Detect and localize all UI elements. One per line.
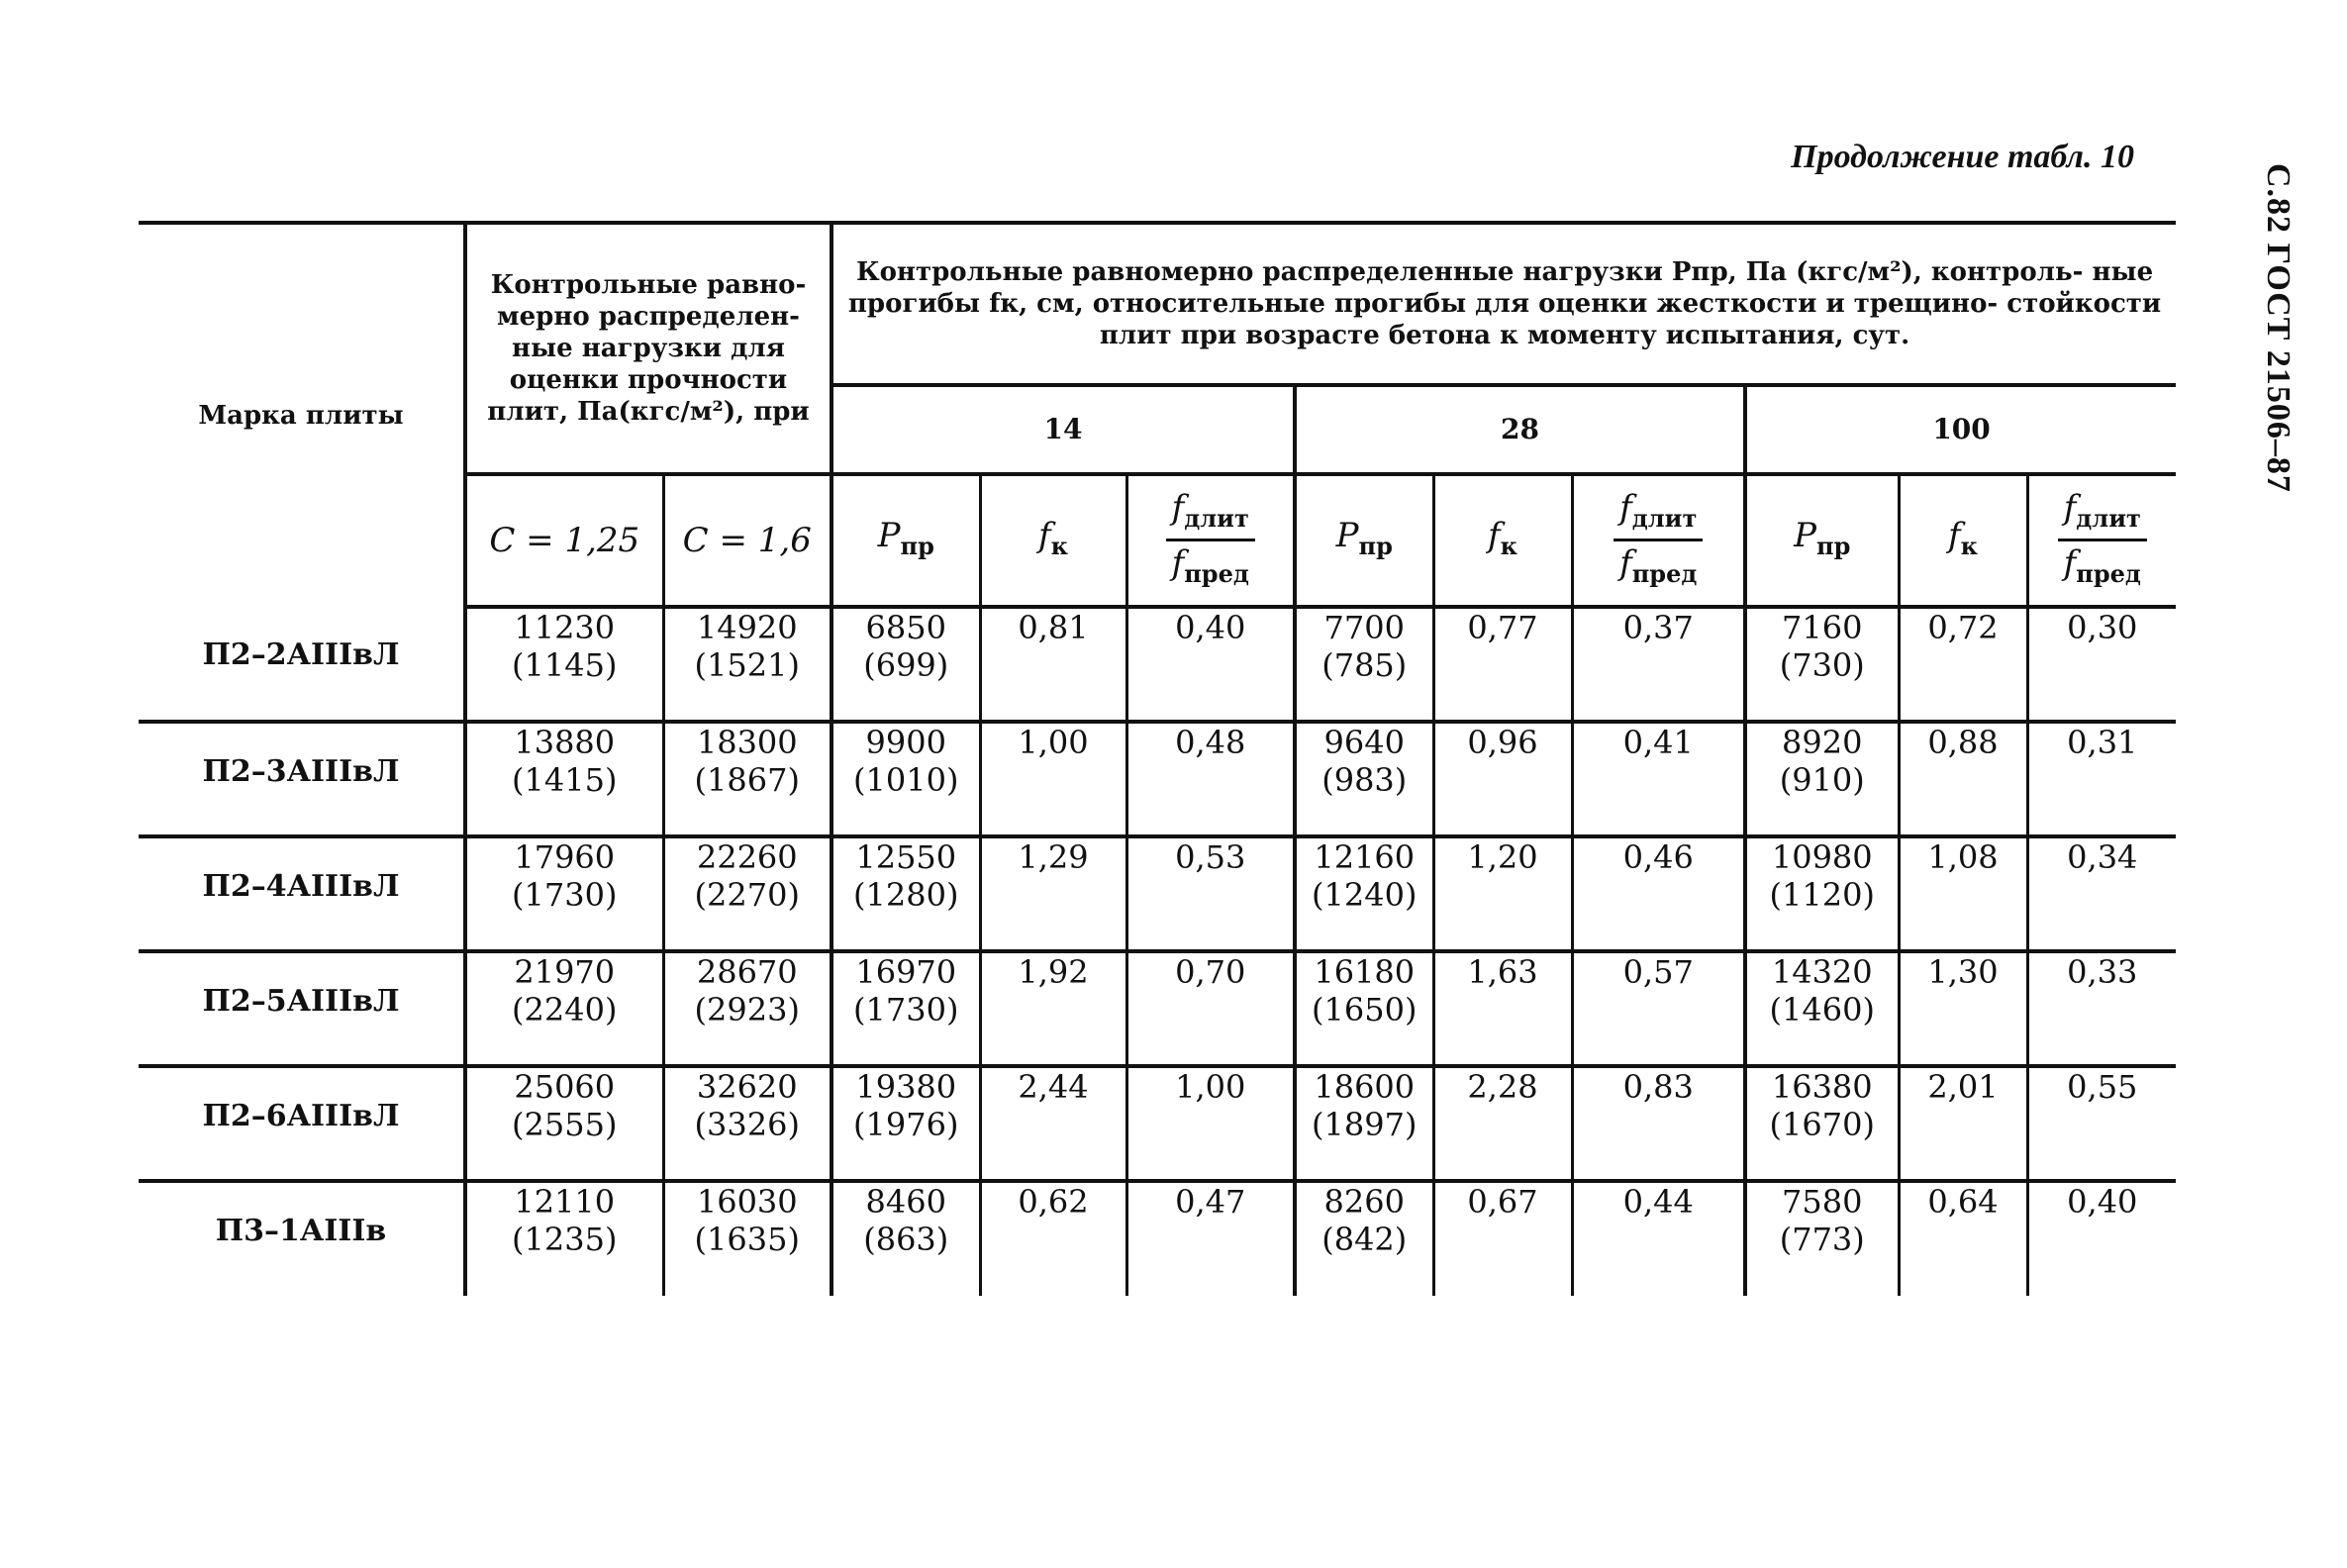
mark-value: П3–1АIIIв: [215, 1214, 387, 1248]
f-subscript: к: [1050, 531, 1068, 560]
load-value-kgf: (1235): [512, 1221, 618, 1258]
load-value-kgf: (1670): [1769, 1106, 1875, 1143]
load-value-kgf: (2923): [694, 991, 800, 1029]
ratio-value: 0,44: [1622, 1183, 1694, 1221]
load-table: [139, 221, 2176, 1296]
ratio-value: 0,40: [1175, 609, 1246, 646]
load-value: 13880: [514, 724, 616, 761]
load-value: 7700: [1323, 609, 1405, 646]
ratio-value: 0,48: [1175, 724, 1246, 761]
cell-p100: [1745, 951, 1899, 1066]
load-value: 14320: [1771, 953, 1873, 991]
load-value-kgf: (1460): [1769, 991, 1875, 1029]
cell-r14: [1126, 607, 1295, 722]
cell-p28: [1295, 1066, 1433, 1181]
cell-p100: [1745, 1181, 1899, 1296]
cell-r14: [1126, 1066, 1295, 1181]
load-value: 7580: [1782, 1183, 1863, 1221]
load-value: 16380: [1771, 1068, 1873, 1106]
deflection-value: 0,62: [1018, 1183, 1089, 1221]
cell-r28: [1572, 836, 1745, 951]
header-p-14: [831, 474, 980, 607]
deflection-value: 0,88: [1927, 724, 1999, 761]
deflection-value: 1,63: [1467, 953, 1538, 991]
load-value-kgf: (2240): [512, 991, 618, 1029]
load-value: 9640: [1323, 724, 1405, 761]
cell-p14: [831, 951, 980, 1066]
cell-r100: [2027, 1181, 2176, 1296]
load-value: 12110: [514, 1183, 616, 1221]
cell-f14: [980, 836, 1126, 951]
deflection-value: 1,30: [1927, 953, 1999, 991]
cell-c16: [663, 722, 831, 836]
header-p-100: [1745, 474, 1899, 607]
cell-r28: [1572, 951, 1745, 1066]
cell-p100: [1745, 836, 1899, 951]
cell-r28: [1572, 722, 1745, 836]
load-value-kgf: (785): [1321, 646, 1408, 684]
load-value: 22260: [696, 838, 798, 876]
load-value-kgf: (1897): [1312, 1106, 1418, 1143]
mark-value: П2–2АIIIвЛ: [202, 637, 400, 672]
cell-f100: [1899, 1066, 2027, 1181]
table-row: [139, 1181, 2176, 1296]
cell-r14: [1126, 1181, 1295, 1296]
deflection-value: 1,00: [1018, 724, 1089, 761]
deflection-value: 0,72: [1927, 609, 1999, 646]
load-value-kgf: (1280): [853, 876, 959, 914]
load-value-kgf: (1867): [694, 761, 800, 799]
ratio-value: 0,83: [1622, 1068, 1694, 1106]
load-value-kgf: (3326): [694, 1106, 800, 1143]
table-row: [139, 951, 2176, 1066]
load-value: 28670: [696, 953, 798, 991]
header-c-125: C = 1,25: [465, 474, 663, 607]
table-row: [139, 836, 2176, 951]
load-value: 16970: [855, 953, 957, 991]
cell-f100: [1899, 722, 2027, 836]
cell-f14: [980, 1181, 1126, 1296]
cell-c16: [663, 836, 831, 951]
p-symbol: P: [1794, 515, 1817, 555]
cell-r14: [1126, 836, 1295, 951]
cell-c125: [465, 836, 663, 951]
ratio-value: 0,34: [2067, 838, 2138, 876]
cell-p28: [1295, 607, 1433, 722]
header-ratio-28: [1572, 474, 1745, 607]
cell-mark: [139, 836, 465, 951]
cell-c125: [465, 607, 663, 722]
load-value: 32620: [696, 1068, 798, 1106]
table-body: [139, 607, 2176, 1296]
cell-f28: [1433, 1066, 1572, 1181]
load-value: 6850: [865, 609, 946, 646]
load-value: 14920: [696, 609, 798, 646]
header-mark: Марка плиты: [139, 223, 465, 607]
cell-p14: [831, 1181, 980, 1296]
load-value-kgf: (1976): [853, 1106, 959, 1143]
cell-r100: [2027, 607, 2176, 722]
cell-p100: [1745, 722, 1899, 836]
header-age-14: 14: [831, 385, 1295, 474]
ratio-value: 0,57: [1622, 953, 1694, 991]
header-p-28: [1295, 474, 1433, 607]
f-symbol: f: [1488, 515, 1501, 555]
cell-mark: [139, 1181, 465, 1296]
load-value-kgf: (842): [1321, 1221, 1408, 1258]
cell-f28: [1433, 836, 1572, 951]
cell-p14: [831, 1066, 980, 1181]
load-value: 7160: [1782, 609, 1863, 646]
ratio-num-symbol: f: [1619, 487, 1632, 528]
load-value-kgf: (1145): [512, 646, 618, 684]
cell-f100: [1899, 951, 2027, 1066]
cell-mark: [139, 722, 465, 836]
cell-c16: [663, 1181, 831, 1296]
ratio-num-subscript: длит: [1184, 503, 1249, 533]
ratio-value: 0,31: [2067, 724, 2138, 761]
header-age-100: 100: [1745, 385, 2176, 474]
cell-f100: [1899, 607, 2027, 722]
ratio-den-symbol: f: [2063, 542, 2077, 583]
load-value: 11230: [514, 609, 616, 646]
load-value-kgf: (1650): [1312, 991, 1418, 1029]
header-c-16: C = 1,6: [663, 474, 831, 607]
deflection-value: 2,44: [1018, 1068, 1089, 1106]
table-row: [139, 607, 2176, 722]
ratio-value: 0,53: [1175, 838, 1246, 876]
cell-r100: [2027, 951, 2176, 1066]
deflection-value: 0,64: [1927, 1183, 1999, 1221]
deflection-value: 2,01: [1927, 1068, 1999, 1106]
cell-mark: [139, 607, 465, 722]
table-caption: Продолжение табл. 10: [1791, 139, 2134, 175]
load-value: 12550: [855, 838, 957, 876]
load-value: 10980: [1771, 838, 1873, 876]
load-value-kgf: (1730): [853, 991, 959, 1029]
load-value-kgf: (730): [1779, 646, 1865, 684]
load-value: 8920: [1782, 724, 1863, 761]
load-value-kgf: (1010): [853, 761, 959, 799]
load-value: 8460: [865, 1183, 946, 1221]
ratio-num-symbol: f: [2063, 487, 2077, 528]
ratio-num-subscript: длит: [2076, 503, 2141, 533]
cell-f14: [980, 607, 1126, 722]
deflection-value: 0,77: [1467, 609, 1538, 646]
p-subscript: пр: [1358, 531, 1393, 560]
cell-c16: [663, 1066, 831, 1181]
cell-f28: [1433, 1181, 1572, 1296]
load-value-kgf: (910): [1779, 761, 1865, 799]
load-value: 21970: [514, 953, 616, 991]
load-value-kgf: (2270): [694, 876, 800, 914]
deflection-value: 0,96: [1467, 724, 1538, 761]
cell-p14: [831, 836, 980, 951]
cell-f14: [980, 722, 1126, 836]
cell-c125: [465, 951, 663, 1066]
load-value: 9900: [865, 724, 946, 761]
ratio-value: 0,37: [1622, 609, 1694, 646]
deflection-value: 1,08: [1927, 838, 1999, 876]
mark-value: П2–5АIIIвЛ: [202, 984, 400, 1019]
load-value-kgf: (1521): [694, 646, 800, 684]
f-subscript: к: [1960, 531, 1978, 560]
cell-r28: [1572, 607, 1745, 722]
cell-c125: [465, 1066, 663, 1181]
ratio-value: 0,30: [2067, 609, 2138, 646]
f-symbol: f: [1038, 515, 1051, 555]
cell-f28: [1433, 607, 1572, 722]
cell-f100: [1899, 1181, 2027, 1296]
cell-r14: [1126, 951, 1295, 1066]
deflection-value: 0,81: [1018, 609, 1089, 646]
load-value-kgf: (983): [1321, 761, 1408, 799]
header-f-14: [980, 474, 1126, 607]
cell-r28: [1572, 1181, 1745, 1296]
load-value: 8260: [1323, 1183, 1405, 1221]
header-age-28: 28: [1295, 385, 1745, 474]
p-subscript: пр: [1816, 531, 1851, 560]
cell-p14: [831, 607, 980, 722]
header-stiffness-group: Контрольные равномерно распределенные нагрузки Pпр, Па (кгс/м²), контроль- ные прогибы fк, см, относительные прогибы для оценки жесткости и трещино- стойкости плит при возрасте бетона к моменту испытания, сут.: [831, 223, 2176, 385]
load-value-kgf: (699): [863, 646, 949, 684]
cell-p14: [831, 722, 980, 836]
cell-p100: [1745, 607, 1899, 722]
deflection-value: 0,67: [1467, 1183, 1538, 1221]
cell-p28: [1295, 951, 1433, 1066]
load-value-kgf: (1635): [694, 1221, 800, 1258]
cell-c125: [465, 1181, 663, 1296]
ratio-num-symbol: f: [1171, 487, 1185, 528]
cell-c16: [663, 951, 831, 1066]
header-ratio-14: [1126, 474, 1295, 607]
ratio-den-subscript: пред: [1631, 558, 1698, 588]
header-ratio-100: [2027, 474, 2176, 607]
p-subscript: пр: [900, 531, 934, 560]
cell-f28: [1433, 722, 1572, 836]
ratio-value: 0,41: [1622, 724, 1694, 761]
ratio-value: 1,00: [1175, 1068, 1246, 1106]
table-row: [139, 1066, 2176, 1181]
page-side-label: С.82 ГОСТ 21506–87: [2260, 163, 2297, 493]
load-value-kgf: (1240): [1312, 876, 1418, 914]
load-value: 18600: [1314, 1068, 1416, 1106]
ratio-den-symbol: f: [1171, 542, 1185, 583]
load-value: 12160: [1314, 838, 1416, 876]
header-strength-group: Контрольные равно- мерно распределен- ные нагрузки для оценки прочности плит, Па(кгс/м²), при: [465, 223, 831, 474]
cell-mark: [139, 951, 465, 1066]
cell-f100: [1899, 836, 2027, 951]
cell-r28: [1572, 1066, 1745, 1181]
cell-r100: [2027, 1066, 2176, 1181]
load-value: 18300: [696, 724, 798, 761]
p-symbol: P: [1335, 515, 1359, 555]
load-value: 16180: [1314, 953, 1416, 991]
cell-p100: [1745, 1066, 1899, 1181]
f-symbol: f: [1948, 515, 1961, 555]
cell-f14: [980, 951, 1126, 1066]
load-value: 17960: [514, 838, 616, 876]
load-value-kgf: (1415): [512, 761, 618, 799]
cell-f28: [1433, 951, 1572, 1066]
ratio-den-symbol: f: [1619, 542, 1632, 583]
load-value-kgf: (1730): [512, 876, 618, 914]
cell-r14: [1126, 722, 1295, 836]
cell-mark: [139, 1066, 465, 1181]
ratio-den-subscript: пред: [2076, 558, 2141, 588]
deflection-value: 1,20: [1467, 838, 1538, 876]
header-f-100: [1899, 474, 2027, 607]
ratio-value: 0,70: [1175, 953, 1246, 991]
cell-p28: [1295, 836, 1433, 951]
load-value-kgf: (1120): [1769, 876, 1875, 914]
deflection-value: 2,28: [1467, 1068, 1538, 1106]
ratio-value: 0,46: [1622, 838, 1694, 876]
load-value-kgf: (773): [1779, 1221, 1865, 1258]
cell-r100: [2027, 722, 2176, 836]
load-value-kgf: (2555): [512, 1106, 618, 1143]
f-subscript: к: [1500, 531, 1517, 560]
cell-p28: [1295, 722, 1433, 836]
cell-c16: [663, 607, 831, 722]
table-row: [139, 722, 2176, 836]
mark-value: П2–4АIIIвЛ: [202, 869, 400, 904]
cell-r100: [2027, 836, 2176, 951]
cell-f14: [980, 1066, 1126, 1181]
load-value: 25060: [514, 1068, 616, 1106]
deflection-value: 1,92: [1018, 953, 1089, 991]
ratio-value: 0,40: [2067, 1183, 2138, 1221]
ratio-value: 0,55: [2067, 1068, 2138, 1106]
load-value: 16030: [696, 1183, 798, 1221]
cell-p28: [1295, 1181, 1433, 1296]
load-value: 19380: [855, 1068, 957, 1106]
ratio-num-subscript: длит: [1631, 503, 1698, 533]
deflection-value: 1,29: [1018, 838, 1089, 876]
header-f-28: [1433, 474, 1572, 607]
p-symbol: P: [877, 515, 901, 555]
mark-value: П2–6АIIIвЛ: [202, 1099, 400, 1133]
ratio-value: 0,33: [2067, 953, 2138, 991]
ratio-value: 0,47: [1175, 1183, 1246, 1221]
mark-value: П2–3АIIIвЛ: [202, 754, 400, 789]
load-value-kgf: (863): [863, 1221, 949, 1258]
ratio-den-subscript: пред: [1184, 558, 1249, 588]
cell-c125: [465, 722, 663, 836]
